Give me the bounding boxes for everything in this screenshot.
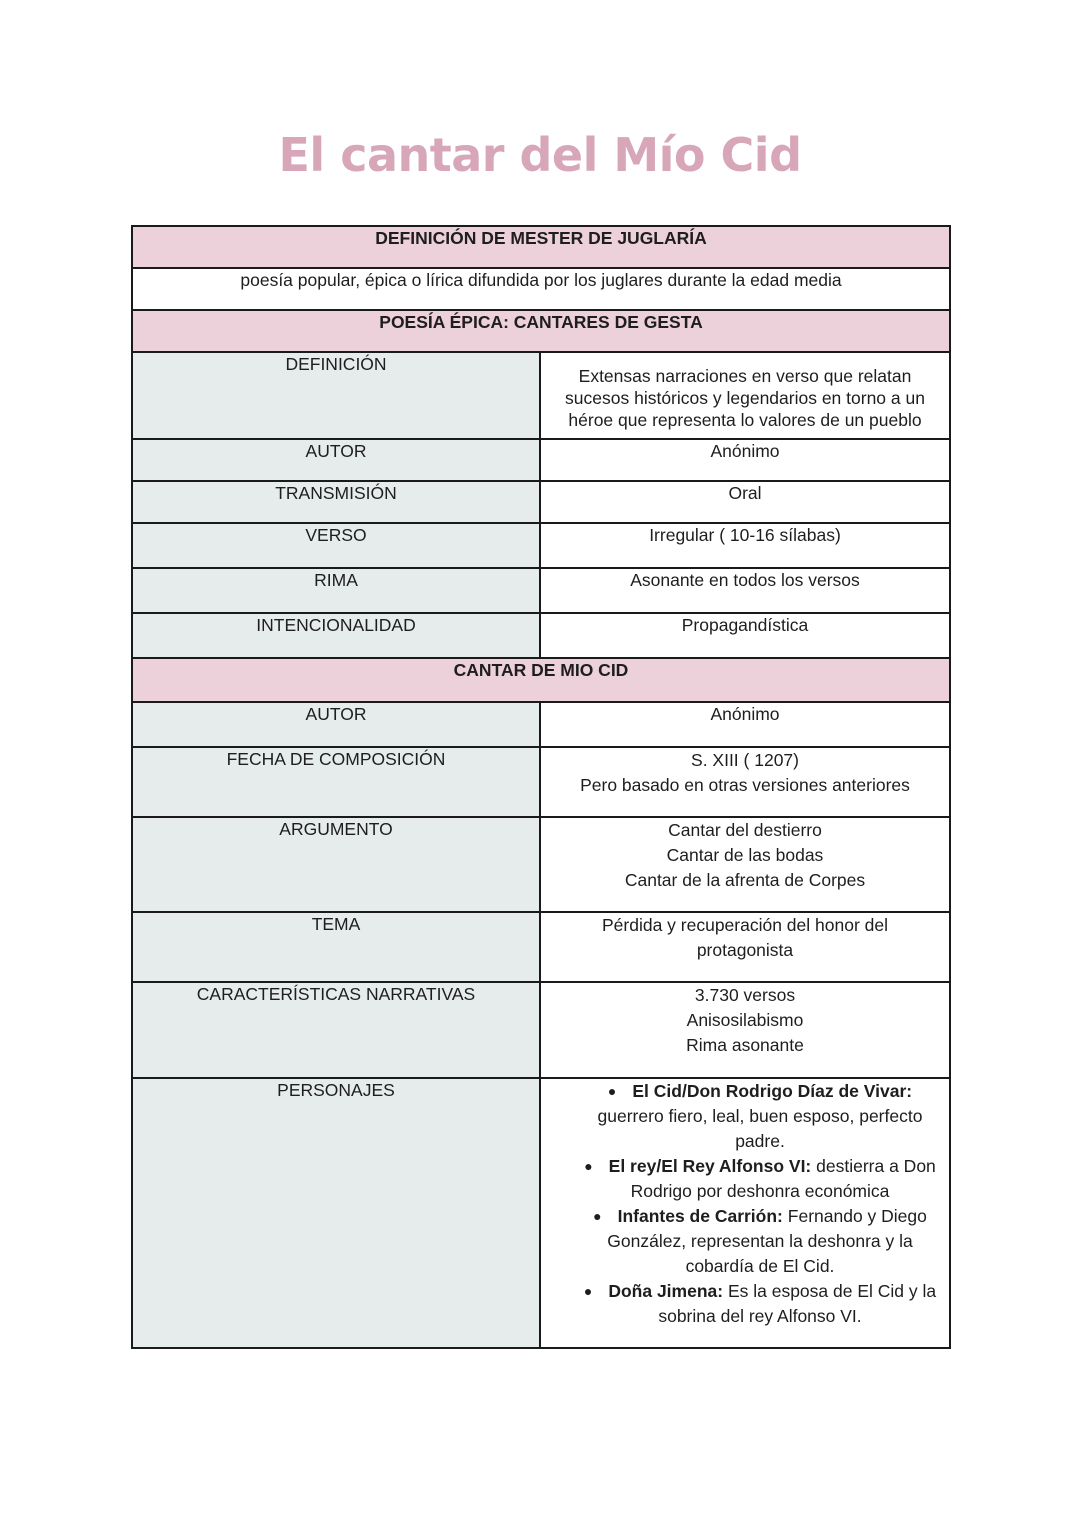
row-value — [540, 817, 950, 912]
value-line: Pérdida y recuperación del honor del — [601, 915, 888, 935]
list-item — [581, 1279, 939, 1329]
row-label: FECHA DE COMPOSICIÓN — [132, 747, 540, 817]
row-value: Oral — [540, 481, 950, 523]
bullet-icon: ● — [584, 1158, 593, 1174]
value-line: protagonista — [696, 940, 794, 960]
table-row — [132, 310, 950, 352]
table-row — [132, 481, 950, 523]
row-label: TRANSMISIÓN — [132, 481, 540, 523]
table-row — [132, 613, 950, 658]
row-value: Asonante en todos los versos — [540, 568, 950, 613]
row-label: TEMA — [132, 912, 540, 982]
characters-list — [541, 1079, 949, 1329]
list-item — [581, 1204, 939, 1279]
character-name: El rey/El Rey Alfonso VI: — [608, 1156, 812, 1176]
character-name: El Cid/Don Rodrigo Díaz de Vivar: — [632, 1081, 913, 1101]
section-heading-mester: DEFINICIÓN DE MESTER DE JUGLARÍA — [132, 226, 950, 268]
table-row — [132, 817, 950, 912]
character-description: Fernando y Diego González, representan la deshonra y la cobardía de El Cid. — [607, 1206, 927, 1276]
character-description: Es la esposa de El Cid y la sobrina del rey Alfonso VI. — [658, 1281, 937, 1326]
page-title: El cantar del Mío Cid — [278, 128, 802, 182]
value-line: Cantar de las bodas — [666, 845, 824, 865]
bullet-icon: ● — [607, 1083, 617, 1099]
row-value — [540, 747, 950, 817]
table-row — [132, 523, 950, 568]
row-value: Propagandística — [540, 613, 950, 658]
bullet-icon: ● — [593, 1208, 602, 1224]
row-label: INTENCIONALIDAD — [132, 613, 540, 658]
characters-cell — [540, 1078, 950, 1348]
character-name: Infantes de Carrión: — [617, 1206, 783, 1226]
row-value — [540, 912, 950, 982]
mester-definition: poesía popular, épica o lírica difundida por los juglares durante la edad media — [132, 268, 950, 310]
row-value: Irregular ( 10-16 sílabas) — [540, 523, 950, 568]
row-value: Anónimo — [540, 439, 950, 481]
character-name: Doña Jimena: — [608, 1281, 724, 1301]
row-value: Extensas narraciones en verso que relatan sucesos históricos y legendarios en torno a un héroe que representa lo valores de un pueblo — [540, 352, 950, 439]
row-label: CARACTERÍSTICAS NARRATIVAS — [132, 982, 540, 1078]
value-line: Pero basado en otras versiones anteriores — [580, 775, 910, 795]
value-line: S. XIII ( 1207) — [691, 750, 799, 770]
character-description: guerrero fiero, leal, buen esposo, perfecto padre. — [597, 1106, 923, 1151]
row-value: Anónimo — [540, 702, 950, 747]
table-row — [132, 912, 950, 982]
row-label: AUTOR — [132, 702, 540, 747]
value-line: Rima asonante — [686, 1035, 804, 1055]
section-heading-cid: CANTAR DE MIO CID — [132, 658, 950, 702]
list-item — [581, 1079, 939, 1154]
row-label: VERSO — [132, 523, 540, 568]
table-row — [132, 982, 950, 1078]
table-row — [132, 747, 950, 817]
character-description: destierra a Don Rodrigo por deshonra económica — [630, 1156, 936, 1201]
value-line: Anisosilabismo — [686, 1010, 804, 1030]
row-label: PERSONAJES — [132, 1078, 540, 1348]
section-heading-epica: POESÍA ÉPICA: CANTARES DE GESTA — [132, 310, 950, 352]
value-line: Cantar de la afrenta de Corpes — [624, 870, 866, 890]
row-value — [540, 982, 950, 1078]
table-row — [132, 658, 950, 702]
row-label: AUTOR — [132, 439, 540, 481]
list-item — [581, 1154, 939, 1204]
table-row — [132, 1078, 950, 1348]
value-line: 3.730 versos — [694, 985, 796, 1005]
bullet-icon: ● — [583, 1283, 593, 1299]
table-row — [132, 439, 950, 481]
table-row — [132, 702, 950, 747]
row-label: ARGUMENTO — [132, 817, 540, 912]
value-line: Cantar del destierro — [668, 820, 822, 840]
table-row — [132, 226, 950, 268]
table-row — [132, 352, 950, 439]
row-label: RIMA — [132, 568, 540, 613]
summary-table — [131, 225, 951, 1349]
table-row — [132, 268, 950, 310]
row-label: DEFINICIÓN — [132, 352, 540, 439]
table-row — [132, 568, 950, 613]
